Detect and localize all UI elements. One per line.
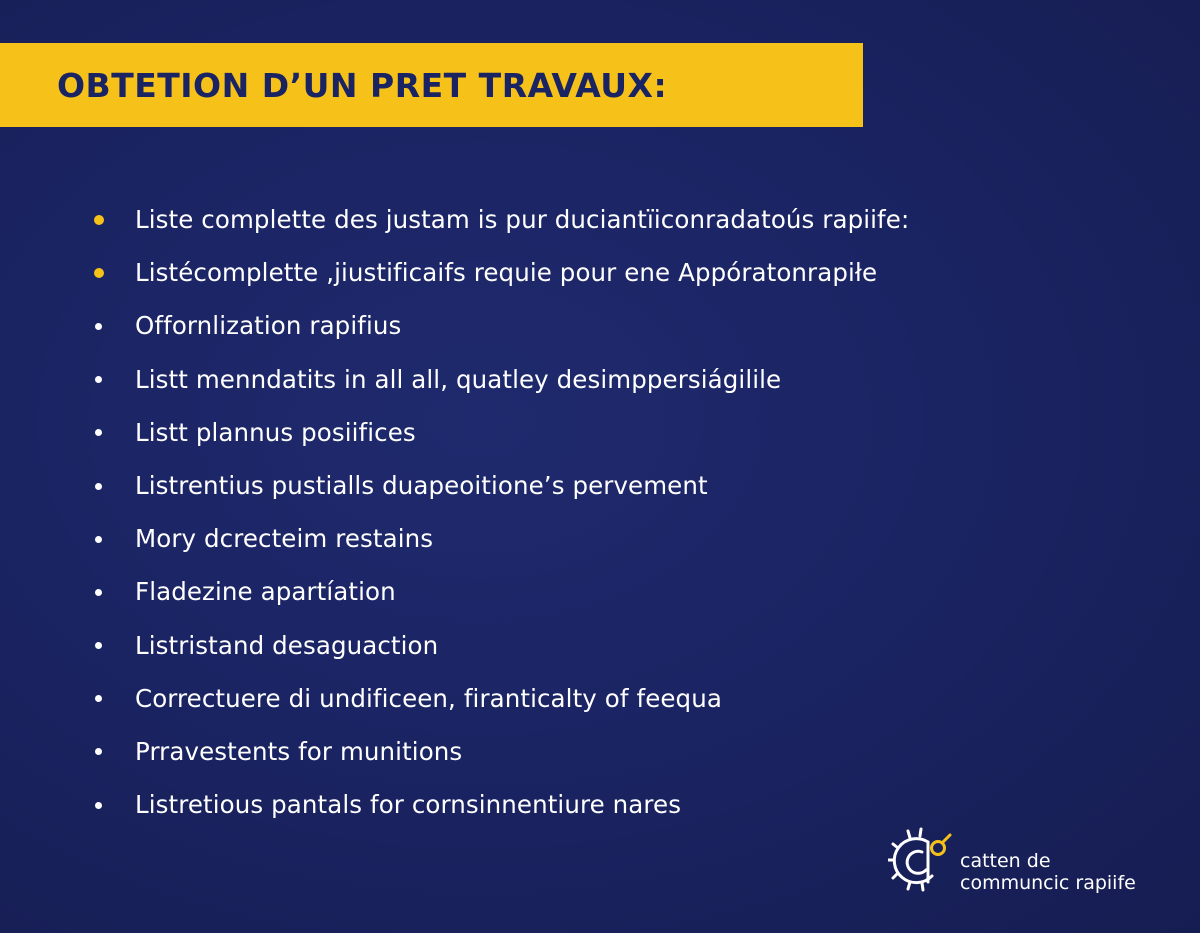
list-item-text: Liste complette des justam is pur duciantı̈iconradatoús rapiife: — [135, 205, 910, 235]
list-item — [0, 246, 1100, 299]
list-item — [0, 299, 1100, 352]
list-item-text: Mory dcrecteim restains — [135, 524, 434, 554]
list-item-text: Fladezine apartíation — [135, 577, 396, 607]
bullet-icon — [95, 695, 102, 702]
bullet-icon — [95, 429, 102, 436]
bullet-icon — [95, 536, 102, 543]
list-item-text: Offornlization rapifius — [135, 311, 402, 341]
list-item-text: Prravestents for munitions — [135, 736, 463, 766]
list-item-text: Correctuere di undificeen, firanticalty of feequa — [135, 683, 722, 713]
bullet-icon — [95, 376, 102, 383]
brand-mark — [888, 826, 1188, 896]
list-item — [0, 778, 1100, 831]
list-item — [0, 725, 1100, 778]
list-item — [0, 406, 1100, 459]
accent-bullet-icon — [94, 268, 104, 278]
list-item-text: Listretious pantals for cornsinnentiure nares — [135, 790, 682, 820]
list-item-text: Listt menndatits in all all, quatley desimppersiágilile — [135, 364, 782, 394]
list-item — [0, 565, 1100, 618]
bullet-icon — [95, 589, 102, 596]
list-item — [0, 353, 1100, 406]
bullet-icon — [95, 642, 102, 649]
gear-sun-logo-icon — [888, 826, 952, 896]
list-item — [0, 193, 1100, 246]
list-item-text: Listristand desaguaction — [135, 630, 439, 660]
list-item — [0, 512, 1100, 565]
list-item — [0, 459, 1100, 512]
bullet-list — [0, 193, 1100, 831]
list-item-text: Listt plannus posiifices — [135, 417, 416, 447]
title-banner — [0, 43, 863, 127]
bullet-icon — [95, 802, 102, 809]
list-item — [0, 672, 1100, 725]
list-item-text: Listécomplette ,jiustificaifs requie pour ene Appóratonrapiłe — [135, 258, 878, 288]
bullet-icon — [95, 483, 102, 490]
accent-bullet-icon — [94, 215, 104, 225]
page-title: OBTETION D’UN PRET TRAVAUX: — [57, 65, 668, 105]
list-item — [0, 619, 1100, 672]
list-item-text: Listrentius pustialls duapeoitione’s pervement — [135, 471, 708, 501]
bullet-icon — [95, 748, 102, 755]
brand-line-2: communcic rapiife — [960, 872, 1136, 894]
bullet-icon — [95, 323, 102, 330]
brand-line-1: catten de — [960, 850, 1051, 872]
